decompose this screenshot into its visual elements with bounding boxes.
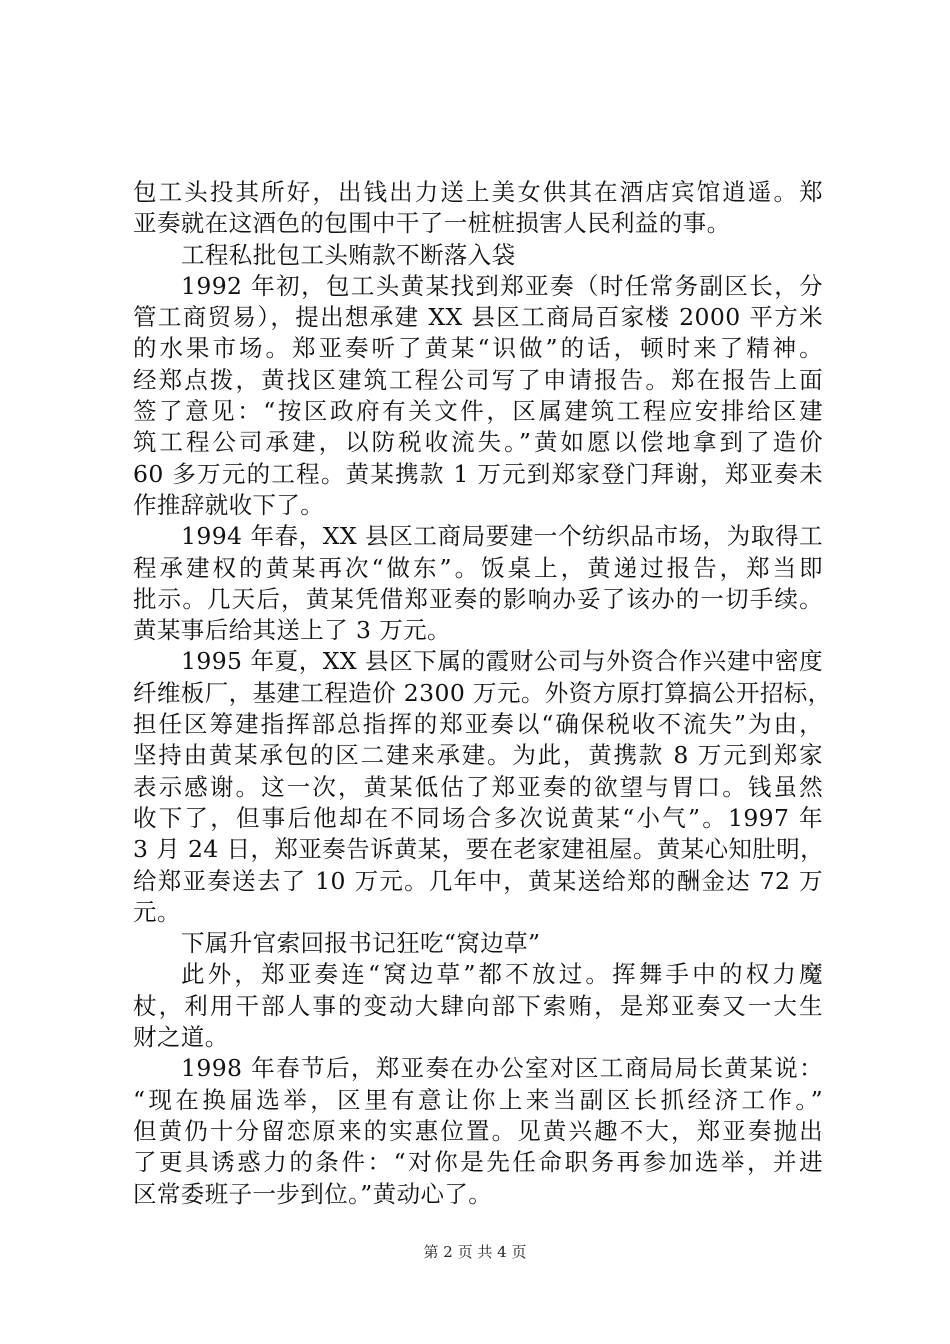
- text-line: 程承建权的黄某再次“做东”。饭桌上，黄递过报告，郑当即: [133, 553, 823, 582]
- text-line: 批示。几天后，黄某凭借郑亚奏的影响办妥了该办的一切手续。: [133, 584, 823, 613]
- text-line: 1992 年初，包工头黄某找到郑亚奏（时任常务副区长，分: [181, 271, 823, 300]
- text-line: 下属升官索回报书记狂吃“窝边草”: [181, 929, 541, 958]
- text-line: 的水果市场。郑亚奏听了黄某“识做”的话，顿时来了精神。: [133, 334, 823, 363]
- body-text: [133, 177, 832, 1210]
- text-line: 亚奏就在这酒色的包围中干了一桩桩损害人民利益的事。: [133, 209, 731, 238]
- text-line: 60 多万元的工程。黄某携款 1 万元到郑家登门拜谢，郑亚奏未: [133, 459, 823, 488]
- text-line: 包工头投其所好，出钱出力送上美女供其在酒店宾馆逍遥。郑: [133, 178, 823, 206]
- text-line: 筑工程公司承建，以防税收流失。”黄如愿以偿地拿到了造价: [133, 428, 823, 457]
- text-line: 经郑点拨，黄找区建筑工程公司写了申请报告。郑在报告上面: [133, 365, 823, 394]
- text-line: 了更具诱惑力的条件：“对你是先任命职务再参加选举，并进: [133, 1148, 823, 1177]
- text-line: 1998 年春节后，郑亚奏在办公室对区工商局局长黄某说：: [181, 1054, 823, 1083]
- text-line: 工程私批包工头贿款不断落入袋: [181, 240, 516, 269]
- text-line: “现在换届选举，区里有意让你上来当副区长抓经济工作。”: [133, 1085, 823, 1114]
- text-line: 给郑亚奏送去了 10 万元。几年中，黄某送给郑的酬金达 72 万: [133, 866, 823, 895]
- text-line: 收下了，但事后他却在不同场合多次说黄某“小气”。1997 年: [133, 803, 823, 832]
- text-line: 但黄仍十分留恋原来的实惠位置。见黄兴趣不大，郑亚奏抛出: [133, 1116, 823, 1145]
- text-line: 区常委班子一步到位。”黄动心了。: [133, 1179, 493, 1208]
- text-line: 签了意见：“按区政府有关文件，区属建筑工程应安排给区建: [133, 397, 823, 426]
- text-line: 纤维板厂，基建工程造价 2300 万元。外资方原打算搞公开招标，: [133, 678, 832, 707]
- text-line: 此外，郑亚奏连“窝边草”都不放过。挥舞手中的权力魔: [181, 960, 823, 989]
- text-line: 1994 年春，XX 县区工商局要建一个纺织品市场，为取得工: [181, 522, 823, 551]
- text-line: 作推辞就收下了。: [133, 490, 325, 519]
- text-line: 表示感谢。这一次，黄某低估了郑亚奏的欲望与胃口。钱虽然: [133, 772, 823, 801]
- text-line: 3 月 24 日，郑亚奏告诉黄某，要在老家建祖屋。黄某心知肚明，: [133, 835, 825, 864]
- text-line: 担任区筹建指挥部总指挥的郑亚奏以“确保税收不流失”为由，: [133, 710, 823, 739]
- text-line: 财之道。: [133, 1023, 229, 1052]
- text-line: 黄某事后给其送上了 3 万元。: [133, 616, 451, 645]
- text-line: 元。: [133, 897, 181, 926]
- text-line: 杖，利用干部人事的变动大肆向部下索贿，是郑亚奏又一大生: [133, 991, 823, 1020]
- text-line: 坚持由黄某承包的区二建来承建。为此，黄携款 8 万元到郑家: [133, 741, 823, 770]
- text-line: 管工商贸易），提出想承建 XX 县区工商局百家楼 2000 平方米: [133, 303, 823, 332]
- text-line: 1995 年夏，XX 县区下属的霞财公司与外资合作兴建中密度: [181, 647, 823, 676]
- page-footer: 第 2 页 共 4 页: [423, 1243, 527, 1261]
